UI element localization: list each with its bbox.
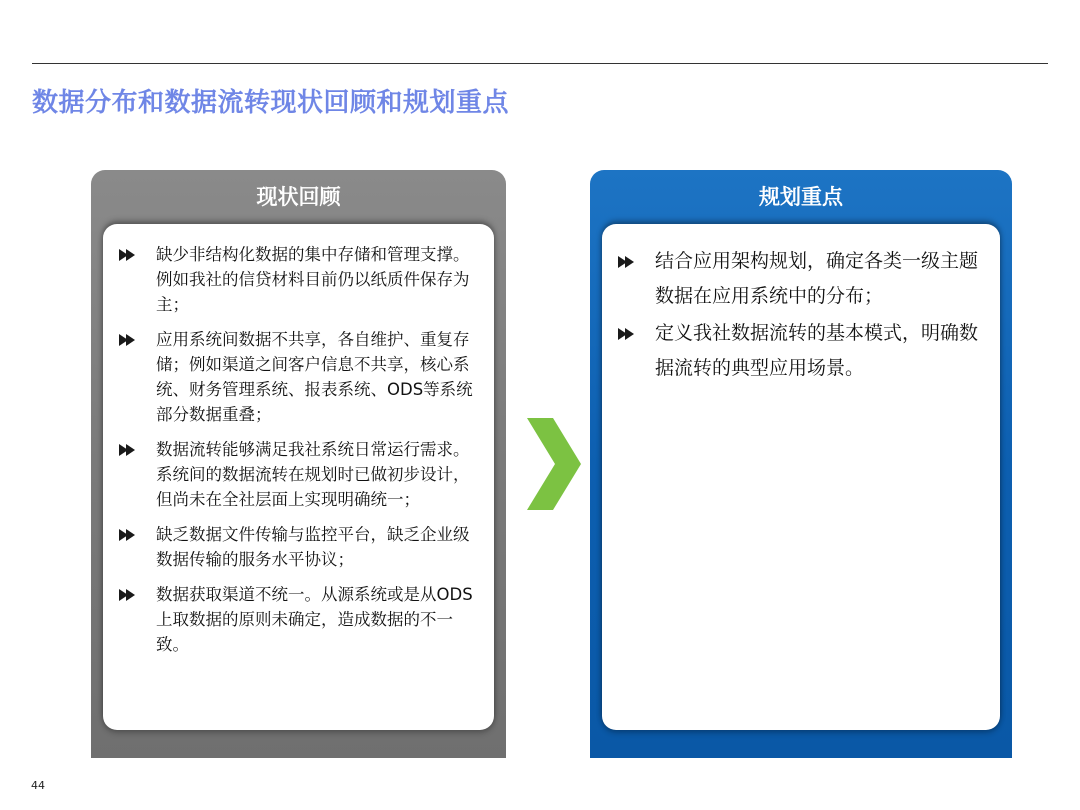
list-item-text: 缺乏数据文件传输与监控平台，缺乏企业级数据传输的服务水平协议；: [156, 525, 470, 569]
list-item: [119, 437, 478, 512]
list-item-text: 数据获取渠道不统一。从源系统或是从ODS上取数据的原则未确定，造成数据的不一致。: [156, 585, 473, 654]
list-item: [618, 244, 982, 314]
double-arrow-icon: [119, 444, 136, 456]
list-item-text: 定义我社数据流转的基本模式，明确数据流转的典型应用场景。: [655, 322, 979, 379]
page-title: 数据分布和数据流转现状回顾和规划重点: [32, 88, 510, 118]
list-item: [618, 316, 982, 386]
planning-focus-body: [602, 224, 1000, 730]
list-item-text: 缺少非结构化数据的集中存储和管理支撑。例如我社的信贷材料目前仍以纸质件保存为主；: [156, 245, 470, 314]
top-divider: [32, 63, 1048, 64]
current-status-body: [103, 224, 494, 730]
current-status-panel: [91, 170, 506, 758]
current-status-header: 现状回顾: [256, 185, 341, 209]
double-arrow-icon: [119, 249, 136, 261]
current-status-list: [119, 242, 478, 667]
planning-focus-panel: [590, 170, 1012, 758]
list-item: [119, 522, 478, 572]
double-arrow-icon: [618, 256, 635, 268]
double-arrow-icon: [119, 589, 136, 601]
double-arrow-icon: [119, 529, 136, 541]
list-item: [119, 327, 478, 427]
double-arrow-icon: [618, 328, 635, 340]
chevron-right-icon: [527, 418, 581, 510]
planning-focus-list: [618, 244, 982, 388]
page-number: 44: [31, 779, 45, 792]
list-item: [119, 242, 478, 317]
list-item-text: 结合应用架构规划，确定各类一级主题数据在应用系统中的分布；: [655, 250, 979, 307]
planning-focus-header: 规划重点: [759, 185, 843, 209]
double-arrow-icon: [119, 334, 136, 346]
list-item-text: 应用系统间数据不共享，各自维护、重复存储；例如渠道之间客户信息不共享，核心系统、财务管理系统、报表系统、ODS等系统部分数据重叠；: [156, 330, 473, 424]
list-item: [119, 582, 478, 657]
list-item-text: 数据流转能够满足我社系统日常运行需求。系统间的数据流转在规划时已做初步设计，但尚未在全社层面上实现明确统一；: [156, 440, 470, 509]
